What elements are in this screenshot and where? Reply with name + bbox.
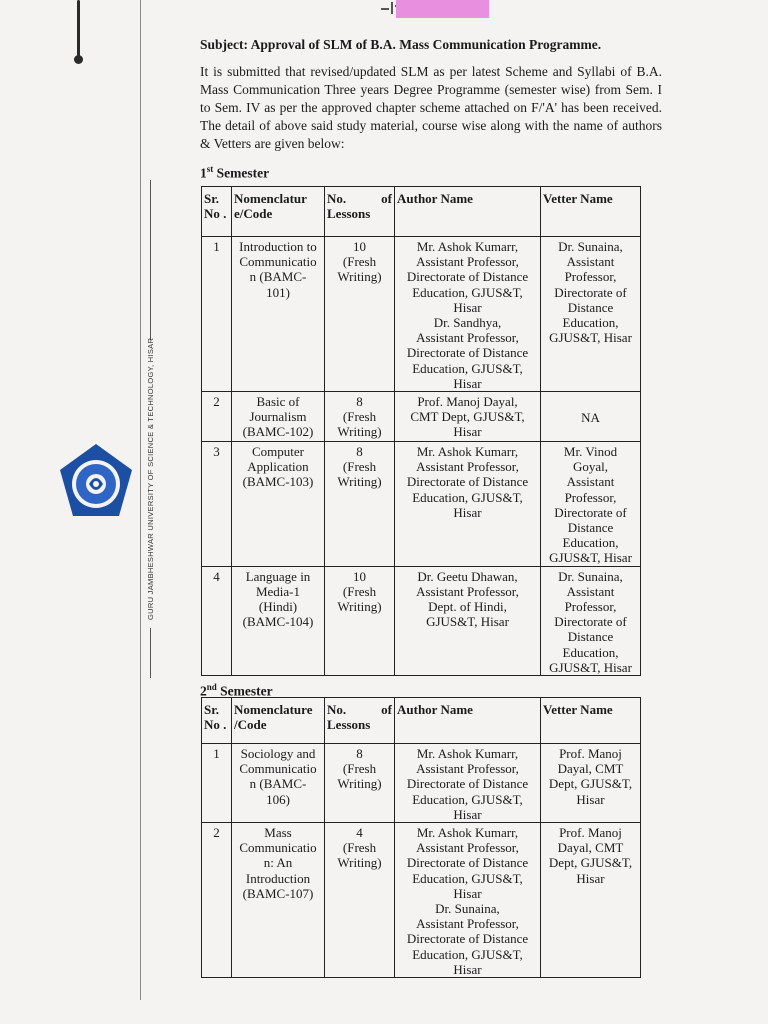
table-row bbox=[202, 442, 641, 567]
cell-sr: 4 bbox=[202, 566, 232, 675]
cell-lessons: 10 (Fresh Writing) bbox=[325, 237, 395, 392]
header-vetter: Vetter Name bbox=[541, 698, 641, 744]
cell-sr: 3 bbox=[202, 442, 232, 567]
semester-1-table bbox=[201, 186, 641, 676]
cell-author: Mr. Ashok Kumarr, Assistant Professor, Directorate of Distance Education, GJUS&T, Hisar bbox=[395, 442, 541, 567]
table-header-row bbox=[202, 187, 641, 237]
table-row bbox=[202, 237, 641, 392]
cell-author: Mr. Ashok Kumarr, Assistant Professor, Directorate of Distance Education, GJUS&T, Hisar Dr. Sunaina, Assistant Professor, Directorate of Distance Education, GJUS&T, Hisar bbox=[395, 823, 541, 978]
cell-lessons: 8 (Fresh Writing) bbox=[325, 744, 395, 823]
header-lessons: No. of Lessons bbox=[325, 698, 395, 744]
cell-vetter: Dr. Sunaina, Assistant Professor, Directorate of Distance Education, GJUS&T, Hisar bbox=[541, 237, 641, 392]
cell-vetter: Prof. Manoj Dayal, CMT Dept, GJUS&T, Hisar bbox=[541, 744, 641, 823]
cell-nomenclature: Basic of Journalism (BAMC-102) bbox=[232, 392, 325, 442]
cell-vetter: Prof. Manoj Dayal, CMT Dept, GJUS&T, Hisar bbox=[541, 823, 641, 978]
margin-line bbox=[140, 0, 141, 1000]
table-row bbox=[202, 823, 641, 978]
cell-nomenclature: Introduction to Communicatio n (BAMC- 101) bbox=[232, 237, 325, 392]
table-row bbox=[202, 566, 641, 675]
cell-author: Prof. Manoj Dayal, CMT Dept, GJUS&T, Hisar bbox=[395, 392, 541, 442]
table-row bbox=[202, 392, 641, 442]
header-sr-no: Sr. No . bbox=[202, 698, 232, 744]
cell-lessons: 8 (Fresh Writing) bbox=[325, 392, 395, 442]
header-sr-no: Sr. No . bbox=[202, 187, 232, 237]
subject-line: Subject: Approval of SLM of B.A. Mass Communication Programme. bbox=[200, 37, 602, 52]
cell-nomenclature: Mass Communicatio n: An Introduction (BAMC-107) bbox=[232, 823, 325, 978]
cell-lessons: 4 (Fresh Writing) bbox=[325, 823, 395, 978]
university-side-text: GURU JAMBHESHWAR UNIVERSITY OF SCIENCE & TECHNOLOGY, HISAR bbox=[146, 337, 155, 620]
semester-2-table bbox=[201, 697, 641, 978]
cell-vetter: NA bbox=[541, 392, 641, 442]
header-author: Author Name bbox=[395, 698, 541, 744]
cell-nomenclature: Sociology and Communicatio n (BAMC- 106) bbox=[232, 744, 325, 823]
binder-clip-mark bbox=[72, 0, 84, 70]
side-rule bbox=[150, 628, 151, 678]
intro-paragraph: It is submitted that revised/updated SLM as per latest Scheme and Syllabi of B.A. Mass Communication Three years Degree Programme (semester wise) from Sem. I to Sem. IV as per the approved chapter scheme attached on F/'A' has been received. The detail of above said study material, course wise along with the name of authors & Vetters are given below: bbox=[200, 64, 662, 151]
header-nomenclature: Nomenclature /Code bbox=[232, 698, 325, 744]
university-seal-logo bbox=[56, 442, 136, 522]
semester-2-heading: 2nd Semester bbox=[200, 682, 273, 699]
cell-nomenclature: Language in Media-1 (Hindi) (BAMC-104) bbox=[232, 566, 325, 675]
side-rule bbox=[150, 180, 151, 340]
cell-author: Mr. Ashok Kumarr, Assistant Professor, Directorate of Distance Education, GJUS&T, Hisar Dr. Sandhya, Assistant Professor, Directorate of Distance Education, GJUS&T, Hisar bbox=[395, 237, 541, 392]
table-header-row bbox=[202, 698, 641, 744]
cell-author: Mr. Ashok Kumarr, Assistant Professor, Directorate of Distance Education, GJUS&T, Hisar bbox=[395, 744, 541, 823]
cell-sr: 1 bbox=[202, 237, 232, 392]
cell-sr: 2 bbox=[202, 823, 232, 978]
cell-nomenclature: Computer Application (BAMC-103) bbox=[232, 442, 325, 567]
header-vetter: Vetter Name bbox=[541, 187, 641, 237]
cell-vetter: Mr. Vinod Goyal, Assistant Professor, Directorate of Distance Education, GJUS&T, Hisar bbox=[541, 442, 641, 567]
cell-sr: 2 bbox=[202, 392, 232, 442]
header-nomenclature: Nomenclatur e/Code bbox=[232, 187, 325, 237]
sticky-note bbox=[396, 0, 489, 18]
semester-1-heading: 1st Semester bbox=[200, 164, 270, 181]
cell-author: Dr. Geetu Dhawan, Assistant Professor, Dept. of Hindi, GJUS&T, Hisar bbox=[395, 566, 541, 675]
cell-lessons: 8 (Fresh Writing) bbox=[325, 442, 395, 567]
header-author: Author Name bbox=[395, 187, 541, 237]
cell-vetter: Dr. Sunaina, Assistant Professor, Directorate of Distance Education, GJUS&T, Hisar bbox=[541, 566, 641, 675]
cell-lessons: 10 (Fresh Writing) bbox=[325, 566, 395, 675]
cell-sr: 1 bbox=[202, 744, 232, 823]
header-lessons: No. of Lessons bbox=[325, 187, 395, 237]
table-row bbox=[202, 744, 641, 823]
